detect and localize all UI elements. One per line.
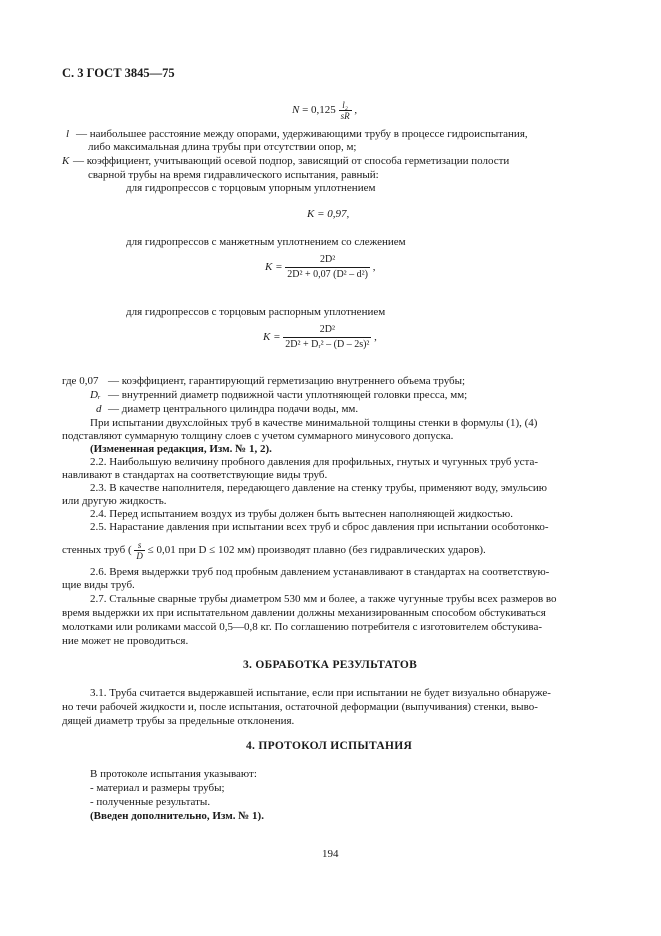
case3-denominator: 2D² + Dᵣ² – (D – 2s)² (285, 339, 370, 350)
p31-line2: но течи рабочей жидкости и, после испытания, остаточной деформации (выпучивания) стенки, выво- (62, 701, 538, 713)
p26-line2: щие виды труб. (62, 579, 135, 591)
formula-n-numerator: l₂ (339, 100, 352, 111)
protocol-item-1: - материал и размеры трубы; (90, 782, 225, 794)
case3-label: для гидропрессов с торцовым распорным уплотнением (126, 306, 386, 318)
p22-line1: 2.2. Наибольшую величину пробного давления для профильных, гнутых и чугунных труб уста- (90, 456, 539, 468)
p23-line1: 2.3. В качестве наполнителя, передающего давление на стенку трубы, применяют воду, эмульсию (90, 482, 547, 494)
p27-line3: молотками или роликами массой 0,5—0,8 кг. По соглашению потребителя с изготовителем обстукива- (62, 621, 543, 633)
case2-lhs: K = (265, 261, 283, 274)
formula-n-denominator: sR (340, 111, 350, 121)
p25-fraction (134, 540, 145, 561)
formula-n (292, 100, 357, 121)
formula-n-eq: = 0,125 (302, 104, 336, 117)
formula-n-lhs: N (292, 104, 300, 117)
where-l1-prefix: где 0,07 (62, 375, 99, 387)
def-k-line2: сварной трубы на время гидравлического испытания, равный: (88, 169, 379, 181)
def-l-symbol: l (66, 128, 70, 140)
case3-numerator: 2D² (283, 323, 371, 338)
where-l2-text: — внутренний диаметр подвижной части уплотняющей головки пресса, мм; (108, 389, 468, 401)
p27-line2: время выдержки их при испытательном давлении должны механизированным способом обстукиваться (62, 607, 546, 619)
p25-prefix: стенных труб ( (62, 544, 132, 557)
p27-line4: ние может не проводиться. (62, 635, 189, 647)
p27-line1: 2.7. Стальные сварные трубы диаметром 530 мм и более, а также чугунные трубы всех размеров во (90, 593, 557, 605)
case2-tail: , (372, 261, 376, 274)
p25-denominator: D (136, 551, 143, 561)
def-l-line2: либо максимальная длина трубы при отсутствии опор, м; (88, 141, 357, 153)
section-4-title: 4. ПРОТОКОЛ ИСПЫТАНИЯ (246, 740, 413, 752)
p31-line3: дящей диаметр трубы за предельные отклонения. (62, 715, 295, 727)
p25-line1: 2.5. Нарастание давления при испытании всех труб и сброс давления при испытании особотонко- (90, 521, 549, 533)
case2-denominator: 2D² + 0,07 (D² – d²) (287, 269, 369, 280)
case2-label: для гидропрессов с манжетным уплотнением со слежением (126, 236, 406, 248)
p25-rest: ≤ 0,01 при D ≤ 102 мм) производят плавно (без гидравлических ударов). (147, 544, 486, 557)
case2-formula (265, 253, 376, 282)
case3-formula (263, 323, 377, 352)
p25-numerator: s (134, 540, 145, 551)
case2-numerator: 2D² (285, 253, 370, 268)
case3-lhs: K = (263, 331, 281, 344)
page-header: С. 3 ГОСТ 3845—75 (62, 66, 175, 80)
p25-line2 (62, 540, 486, 561)
p26-line1: 2.6. Время выдержки труб под пробным давлением устанавливают в стандартах на соответствую- (90, 566, 550, 578)
case2-fraction (285, 253, 370, 282)
p22-line2: навливают в стандартах на соответствующие виды труб. (62, 469, 328, 481)
where-l2-symbol: Dᵣ (90, 389, 101, 401)
def-k-symbol: K (62, 155, 70, 167)
def-k-line1: — коэффициент, учитывающий осевой подпор, зависящий от способа герметизации полости (73, 155, 510, 167)
protocol-edit-note: (Введен дополнительно, Изм. № 1). (90, 810, 264, 822)
where-l3-text: — диаметр центрального цилиндра подачи воды, мм. (108, 403, 359, 415)
para-double-line1: При испытании двухслойных труб в качестве минимальной толщины стенки в формулы (1), (4) (90, 417, 538, 429)
case1-label: для гидропрессов с торцовым упорным уплотнением (126, 182, 376, 194)
page-number: 194 (322, 848, 339, 860)
def-l-line1: — наибольшее расстояние между опорами, удерживающими трубу в процессе гидроиспытания, (76, 128, 528, 140)
protocol-item-2: - полученные результаты. (90, 796, 211, 808)
protocol-intro: В протоколе испытания указывают: (90, 768, 257, 780)
p23-line2: или другую жидкость. (62, 495, 167, 507)
formula-n-fraction (339, 100, 352, 121)
edit-note-1: (Измененная редакция, Изм. № 1, 2). (90, 443, 272, 455)
formula-n-tail: , (354, 104, 358, 117)
section-3-title: 3. ОБРАБОТКА РЕЗУЛЬТАТОВ (243, 659, 418, 671)
where-l3-symbol: d (96, 403, 102, 415)
case3-tail: , (374, 331, 377, 344)
p24: 2.4. Перед испытанием воздух из трубы должен быть вытеснен наполняющей жидкостью. (90, 508, 514, 520)
case3-fraction (283, 323, 371, 352)
para-double-line2: подставляют суммарную толщину слоев с учетом суммарного минусового допуска. (62, 430, 454, 442)
case1-formula: K = 0,97, (307, 208, 350, 220)
p31-line1: 3.1. Труба считается выдержавшей испытание, если при испытании не будет визуально обнаруже- (90, 687, 551, 699)
where-l1-text: — коэффициент, гарантирующий герметизацию внутреннего объема трубы; (108, 375, 466, 387)
